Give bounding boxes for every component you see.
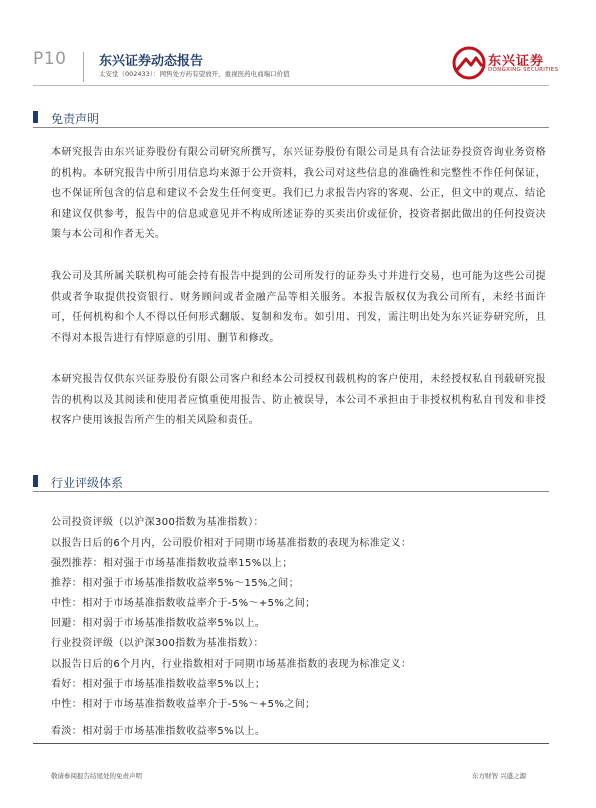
rating-line: 以报告日后的6个月内，公司股价相对于同期市场基准指数的表现为标准定义： <box>51 538 412 549</box>
logo-subtext: DONGXING SECURITIES <box>488 67 559 73</box>
rating-line: 回避：相对弱于市场基准指数收益率5%以上。 <box>51 618 266 629</box>
section-rule <box>33 491 549 492</box>
rating-line: 推荐：相对强于市场基准指数收益率5%～15%之间； <box>51 578 300 589</box>
disclaimer-paragraph: 我公司及其所属关联机构可能会持有报告中提到的公司所发行的证券头寸并进行交易，也可能为这些公司提供或者争取提供投资银行、财务顾问或者金融产品等相关服务。本报告版权仅为我公司所有，未经书面许可，任何机构和个人不得以任何形式翻版、复制和发布。如引用、刊发，需注明出处为东兴证券研究所，且不得对本报告进行有悖原意的引用、删节和修改。 <box>51 271 546 344</box>
footer-slogan: 东方财智 兴盛之源 <box>472 772 527 780</box>
rating-line: 中性：相对于市场基准指数收益率介于-5%～+5%之间； <box>51 699 316 710</box>
footer-rule <box>33 743 549 744</box>
company-logo-icon <box>452 46 486 80</box>
page-number: P10 <box>33 49 67 69</box>
section-marker <box>33 111 38 123</box>
logo-text: 东兴证券 <box>488 54 545 69</box>
section-title-rating: 行业评级体系 <box>51 476 124 490</box>
footer-disclaimer-note: 敬请参阅报告结尾处的免责声明 <box>51 772 142 780</box>
section-title-disclaimer: 免责声明 <box>51 112 100 126</box>
rating-line: 强烈推荐：相对强于市场基准指数收益率15%以上； <box>51 558 293 569</box>
rating-line: 中性：相对于市场基准指数收益率介于-5%～+5%之间； <box>51 598 316 609</box>
section-rule <box>33 127 549 128</box>
rating-line: 以报告日后的6个月内，行业指数相对于同期市场基准指数的表现为标准定义： <box>51 659 412 670</box>
disclaimer-paragraph: 本研究报告仅供东兴证券股份有限公司客户和经本公司授权刊载机构的客户使用，未经授权私自刊载研究报告的机构以及其阅读和使用者应慎重使用报告、防止被误导，本公司不承担由于非授权机构私自刊发和非授权客户使用该报告所产生的相关风险和责任。 <box>51 374 546 427</box>
rating-line: 行业投资评级（以沪深300指数为基准指数）： <box>51 638 264 649</box>
rating-line: 公司投资评级（以沪深300指数为基准指数）： <box>51 517 264 528</box>
section-marker <box>33 475 38 487</box>
disclaimer-paragraph: 本研究报告由东兴证券股份有限公司研究所撰写，东兴证券股份有限公司是具有合法证券投资咨询业务资格的机构。本研究报告中所引用信息均来源于公开资料，我公司对这些信息的准确性和完整性不作任何保证，也不保证所包含的信息和建议不会发生任何变更。我们已力求报告内容的客观、公正，但文中的观点、结论和建议仅供参考，报告中的信息或意见并不构成所述证券的买卖出价或征价，投资者据此做出的任何投资决策与本公司和作者无关。 <box>51 147 546 241</box>
report-subtitle: 太安堂（002433）：网售处方药有望放开，重视医药电商端口价值 <box>99 70 290 78</box>
rating-line: 看好：相对强于市场基准指数收益率5%以上； <box>51 679 266 690</box>
header-divider <box>83 52 84 82</box>
report-title: 东兴证券动态报告 <box>99 54 204 69</box>
header-rule <box>33 85 549 86</box>
rating-line: 看淡：相对弱于市场基准指数收益率5%以上。 <box>51 726 266 737</box>
